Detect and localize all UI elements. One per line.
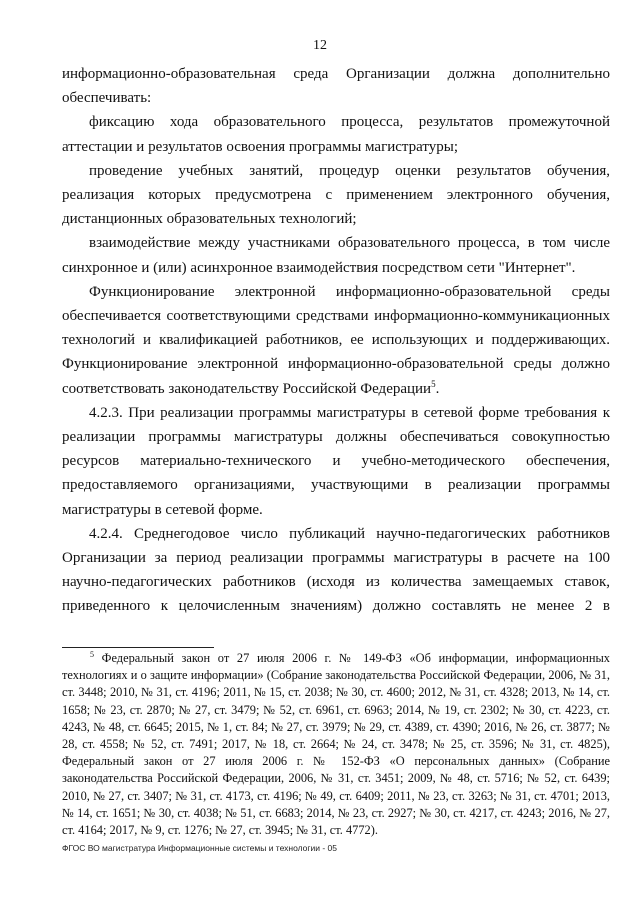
body-text [62,62,610,619]
paragraph-functioning: Функционирование электронной информационно-образовательной среды обеспечивается соответствующими средствами информационно-коммуникационных технологий и квалификацией работников, ее использующих и поддерживающих. Функционирование электронной информационно-образовательной среды должно соответствовать законодательству Российской Федерации$^5$. [62,283,610,397]
paragraph-functioning-text: Функционирование электронной информационно-образовательной среды обеспечивается соответствующими средствами информационно-коммуникационных технологий и квалификацией работников, ее использующих и поддерживающих. Функционирование электронной информационно-образовательной среды должно соответствовать законодательству Российской Федерации [62,283,610,397]
paragraph-interaction: взаимодействие между участниками образовательного процесса, в том числе синхронное и (или) асинхронное взаимодействия посредством сети "Интернет". [62,235,610,276]
paragraph-4-2-3: 4.2.3. При реализации программы магистратуры в сетевой форме требования к реализации программы магистратуры должны обеспечиваться совокупностью ресурсов материально-технического и учебно-методического обеспечения, предоставляемого организациями, участвующими в реализации программы магистратуры в сетевой форме. [62,404,610,518]
paragraph-4-2-4: 4.2.4. Среднегодовое число публикаций научно-педагогических работников Организации за период реализации программы магистратуры в расчете на 100 научно-педагогических работников (исходя из количества замещаемых ставок, приведенного к целочисленным значениям) должно составлять не менее 2 в [62,525,610,615]
page-footer: ФГОС ВО магистратура Информационные системы и технологии - 05 [62,843,338,853]
paragraph-classes: проведение учебных занятий, процедур оценки результатов обучения, реализация которых предусмотрена с применением электронного обучения, дистанционных образовательных технологий; [62,162,610,228]
footnote-reference[interactable]: 5 [431,378,436,389]
paragraph-intro: информационно-образовательная среда Организации должна дополнительно обеспечивать: [62,66,610,107]
page-number: 12 [313,38,327,53]
footnote-text: Федеральный закон от 27 июля 2006 г. № 149-ФЗ «Об информации, информационных технологиях и о защите информации» (Собрание законодательства Российской Федерации, 2006, № 31, ст. 3448; 2010, № 31, ст. 4196; 2011, № 15, ст. 2038; № 30, ст. 4600; 2012, № 31, ст. 4328; 2013, № 14, ст. 1658; № 23, ст. 2870; № 27, ст. 3479; № 52, ст. 6961, ст. 6963; 2014, № 19, ст. 2302; № 30, ст. 4223, ст. 4243, № 48, ст. 6645; 2015, № 1, ст. 84; № 27, ст. 3979; № 29, ст. 4389, ст. 4390; 2016, № 26, ст. 3877; № 28, ст. 4558; № 52, ст. 7491; 2017, № 18, ст. 2664; № 24, ст. 3478; № 25, ст. 3596; № 31, ст. 4825), Федеральный закон от 27 июля 2006 г. № 152-ФЗ «О персональных данных» (Собрание законодательства Российской Федерации, 2006, № 31, ст. 3451; 2009, № 48, ст. 5716; № 52, ст. 6439; 2010, № 27, ст. 3407; № 31, ст. 4173, ст. 4196; № 49, ст. 6409; 2011, № 23, ст. 3263; № 31, ст. 4701; 2013, № 14, ст. 1651; № 30, ст. 4038; № 51, ст. 6683; 2014, № 23, ст. 2927; № 30, ст. 4217, ст. 4243; 2016, № 27, ст. 4164; 2017, № 9, ст. 1276; № 27, ст. 3945; № 31, ст. 4772). [62,651,610,838]
paragraph-fixation: фиксацию хода образовательного процесса, результатов промежуточной аттестации и результатов освоения программы магистратуры; [62,114,610,155]
footnote [62,650,610,839]
footnote-marker: 5 [90,649,94,659]
footnote-divider [62,647,214,648]
